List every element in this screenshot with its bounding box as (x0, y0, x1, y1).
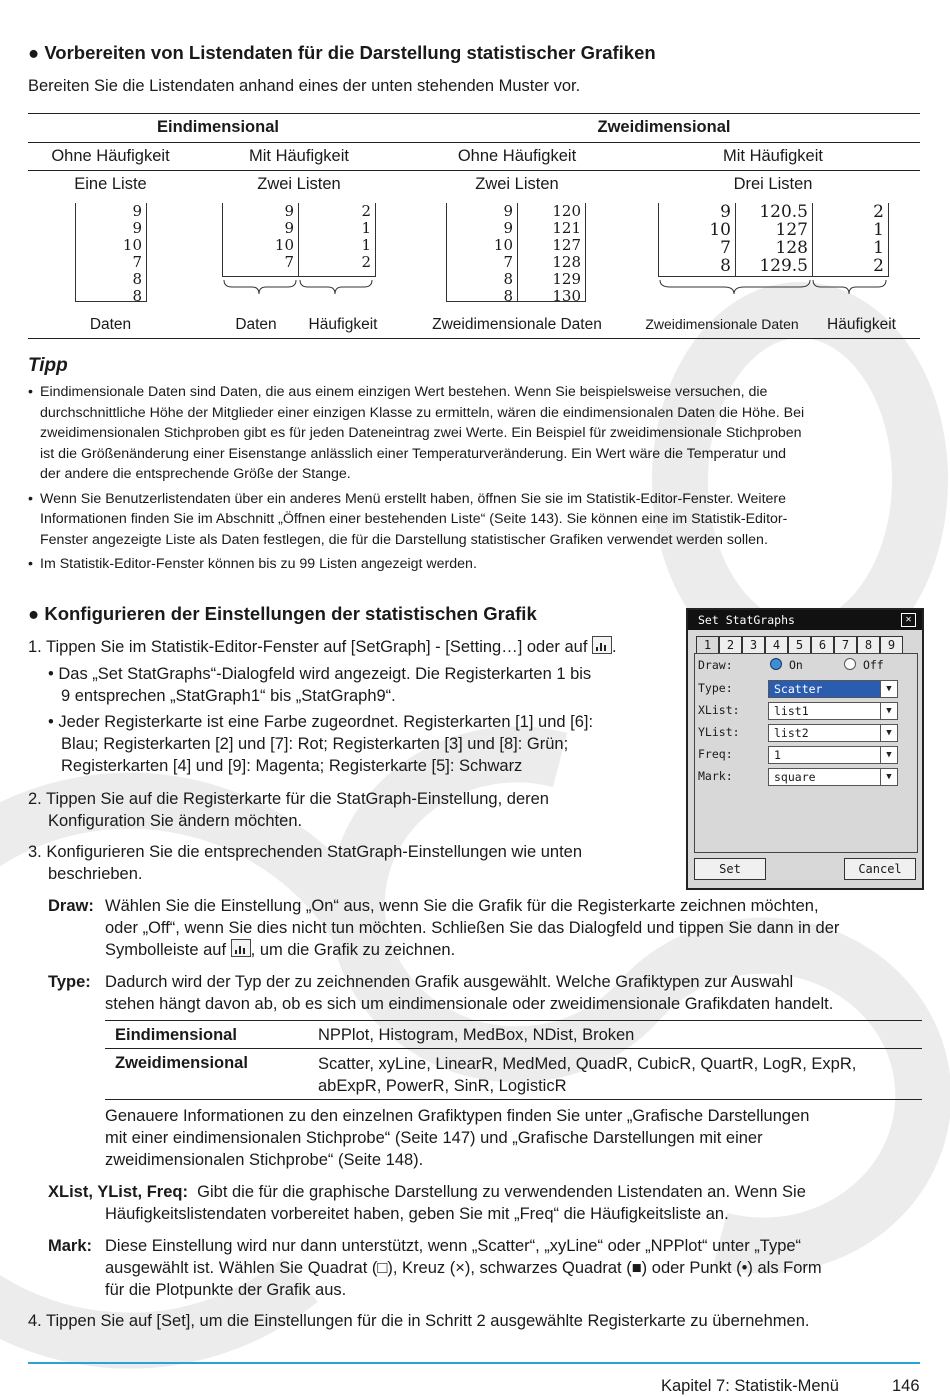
text-line: beschrieben. (48, 865, 143, 883)
table-top-rule (28, 113, 920, 114)
list-cell: 7 (284, 253, 294, 271)
tab-5[interactable]: 5 (788, 636, 811, 655)
mark-description (105, 1235, 925, 1301)
text-line: Genauere Informationen zu den einzelnen Grafiktypen finden Sie unter „Grafische Darstellungen (105, 1107, 810, 1125)
list-cell: 9 (132, 219, 142, 237)
list-cell: 130 (552, 287, 581, 305)
radio-selected-icon (770, 658, 782, 670)
field-label: Mark: (698, 769, 733, 783)
tip-bullet: • Eindimensionale Daten sind Daten, die aus einem einzigen Wert bestehen. Wenn Sie beispielsweise versuchen, die durchschnittliche Höhe der Mitglieder einer einzigen Klasse zu ermitteln, wären die eindimensionalen Daten die Höhe. Bei zweidimensionalen Stichproben gibt es für jeden Dateneintrag zwei Werte. Ein Beispiel für zweidimensionale Stichproben ist die Größenänderung einer Eisenstange anlässlich einer Temperaturveränderung. Ein Wert wäre die Temperatur und der andere die entsprechende Größe der Stange. (28, 382, 928, 485)
brace-decoration (658, 278, 890, 296)
list-cell: 10 (122, 236, 142, 254)
draw-graph-icon[interactable] (231, 939, 251, 957)
text-line: stehen hängt davon ab, ob es sich um eindimensionale oder zweidimensionale Grafikdaten handelt. (105, 995, 834, 1013)
setgraph-icon[interactable] (592, 636, 612, 654)
text-line: • Jeder Registerkarte ist eine Farbe zugeordnet. Registerkarten [1] und [6]: (48, 713, 594, 731)
field-dropdown[interactable] (768, 724, 898, 742)
tab-4[interactable]: 4 (765, 636, 788, 655)
text-line: mit einer eindimensionalen Stichprobe“ (Seite 147) und „Grafische Darstellungen mit einer (105, 1129, 763, 1147)
list-cell: 1 (873, 238, 884, 258)
list-cell: 2 (873, 256, 884, 276)
list-count: Eine Liste (74, 175, 147, 193)
table-rule (28, 170, 920, 171)
tip-line: Informationen finden Sie im Abschnitt „Öffnen einer bestehenden Liste“ (Seite 143). Sie können eine im Statistik-Editor- (40, 511, 788, 527)
dropdown-value: 1 (774, 748, 781, 762)
dropdown-value: list1 (774, 704, 809, 718)
tip-list (28, 382, 928, 579)
tab-1[interactable]: 1 (696, 636, 719, 654)
dropdown-value: list2 (774, 726, 809, 740)
set-button[interactable]: Set (694, 858, 766, 880)
type-value-2d: Scatter, xyLine, LinearR, MedMed, QuadR, CubicR, QuartR, LogR, ExpR, abExpR, PowerR, SinR, LogisticR (318, 1055, 857, 1095)
list-cell: 120.5 (759, 202, 808, 222)
tab-7[interactable]: 7 (834, 636, 857, 655)
draw-field-label: Draw: (698, 658, 733, 672)
tab-3[interactable]: 3 (742, 636, 765, 655)
type-key-2d: Zweidimensional (115, 1054, 248, 1072)
footer-rule (28, 1362, 920, 1364)
tip-bullet: • Wenn Sie Benutzerlistendaten über ein anderes Menü erstellt haben, öffnen Sie sie im Statistik-Editor-Fenster. Weitere Informationen finden Sie im Abschnitt „Öffnen einer bestehenden Liste“ (Seite 143). Sie können eine im Statistik-Editor- Fenster angezeigte Liste als Daten festlegen, die für die Darstellung statistischer Grafiken verwendet werden sollen. (28, 489, 928, 551)
caption: Häufigkeit (308, 316, 378, 333)
type-value-1d: NPPlot, Histogram, MedBox, NDist, Broken (318, 1026, 635, 1044)
list-cell: 8 (132, 270, 142, 288)
list-cell: 129 (552, 270, 581, 288)
tab-6[interactable]: 6 (811, 636, 834, 655)
list-cell: 128 (552, 253, 581, 271)
dialog-title: Set StatGraphs (698, 613, 795, 627)
list-cell: 9 (132, 202, 142, 220)
text-line: Dadurch wird der Typ der zu zeichnenden Grafik ausgewählt. Welche Grafiktypen zur Auswahl (105, 973, 794, 991)
table-bottom-rule (28, 338, 920, 339)
step-3 (28, 841, 668, 885)
tip-line: ist die Größenänderung einer Eisenstange anlässlich einer Temperaturveränderung. Ein Wert wäre die Temperatur und (40, 445, 787, 462)
step-1: 1. Tippen Sie im Statistik-Editor-Fenster auf [SetGraph] - [Setting…] oder auf . (28, 638, 617, 656)
tab-2[interactable]: 2 (719, 636, 742, 655)
step-1-sub-2 (48, 711, 668, 777)
list-cell: 9 (284, 219, 294, 237)
subheader: Ohne Häufigkeit (51, 147, 170, 165)
caption: Häufigkeit (827, 316, 896, 333)
list-cell: 1 (873, 220, 884, 240)
list-count: Drei Listen (733, 175, 813, 193)
type-more-info (105, 1105, 925, 1171)
caption: Daten (235, 316, 277, 333)
tip-line: Wenn Sie Benutzerlistendaten über ein anderes Menü erstellt haben, öffnen Sie sie im Statistik-Editor-Fenster. Weitere (40, 490, 787, 507)
table-rule (28, 142, 920, 143)
list-cell: 8 (132, 287, 142, 305)
brace-decoration (222, 278, 376, 296)
list-cell: 120 (552, 202, 581, 220)
type-key-1d: Eindimensional (115, 1026, 237, 1044)
text-line: 3. Konfigurieren Sie die entsprechenden StatGraph-Einstellungen wie unten (28, 843, 583, 861)
field-dropdown[interactable] (768, 680, 898, 698)
text-line: • Das „Set StatGraphs“-Dialogfeld wird angezeigt. Die Registerkarten 1 bis (48, 665, 592, 683)
list-cell: 127 (552, 236, 581, 254)
tip-line: Fenster angezeigte Liste als Daten festlegen, die für die Darstellung statistischer Grafiken verwendet werden sollen. (40, 531, 768, 548)
tab-9[interactable]: 9 (880, 636, 903, 655)
list-cell: 9 (284, 202, 294, 220)
list-cell: 121 (552, 219, 581, 237)
mark-label: Mark: (48, 1237, 93, 1255)
text-line: 2. Tippen Sie auf die Registerkarte für die StatGraph-Einstellung, deren (28, 790, 549, 808)
page-number: 146 (892, 1377, 920, 1395)
tip-line: durchschnittliche Höhe der Mitglieder einer einzigen Klasse zu ermitteln, wären die eindimensionalen Daten die Höhe. Bei (40, 404, 805, 421)
tip-line: Im Statistik-Editor-Fenster können bis zu 99 Listen angezeigt werden. (40, 556, 477, 572)
list-cell: 1 (361, 236, 371, 254)
field-dropdown[interactable] (768, 702, 898, 720)
list-cell: 9 (503, 219, 513, 237)
step-4: 4. Tippen Sie auf [Set], um die Einstellungen für die in Schritt 2 ausgewählte Registerkarte zu übernehmen. (28, 1312, 810, 1330)
list-cell: 10 (274, 236, 294, 254)
list-cell: 7 (503, 253, 513, 271)
section-heading-prepare-lists: ● Vorbereiten von Listendaten für die Darstellung statistischer Grafiken (28, 42, 656, 63)
text-line: Konfiguration Sie ändern möchten. (48, 812, 303, 830)
draw-off-radio[interactable] (844, 658, 884, 672)
type-description (105, 971, 925, 1015)
text-line: Blau; Registerkarten [2] und [7]: Rot; Registerkarten [3] und [8]: Grün; (61, 735, 569, 753)
footer-chapter: Kapitel 7: Statistik-Menü (661, 1377, 839, 1395)
field-dropdown[interactable] (768, 746, 898, 764)
group-header-2d: Zweidimensional (597, 118, 731, 136)
one-list-box (75, 202, 147, 305)
section-heading-configure: ● Konfigurieren der Einstellungen der statistischen Grafik (28, 603, 537, 624)
radio-empty-icon (844, 658, 856, 670)
chevron-down-icon[interactable]: ▼ (880, 769, 897, 785)
close-icon[interactable]: ✕ (901, 613, 916, 627)
caption: Zweidimensionale Daten (432, 316, 602, 333)
text-line: 9 entsprechen „StatGraph1“ bis „StatGraph9“. (61, 687, 396, 705)
field-dropdown[interactable] (768, 768, 898, 786)
field-label: XList: (698, 703, 740, 717)
list-cell: 9 (503, 202, 513, 220)
list-cell: 10 (709, 220, 731, 240)
dropdown-value: Scatter (774, 682, 823, 696)
text-line: zweidimensionalen Stichprobe“ (Seite 148). (105, 1151, 424, 1169)
draw-label: Draw: (48, 897, 94, 915)
dialog-titlebar (688, 610, 922, 630)
set-statgraphs-dialog (686, 608, 924, 890)
tab-8[interactable]: 8 (857, 636, 880, 655)
list-cell: 8 (720, 256, 731, 276)
step-1-sub-1 (48, 663, 668, 707)
list-cell: 9 (720, 202, 731, 222)
chevron-down-icon[interactable]: ▼ (880, 703, 897, 719)
group-header-1d: Eindimensional (157, 118, 279, 136)
chevron-down-icon[interactable]: ▼ (880, 725, 897, 741)
draw-on-radio[interactable] (770, 658, 803, 672)
text-line: ausgewählt ist. Wählen Sie Quadrat (□), Kreuz (×), schwarzes Quadrat (■) oder Punkt (•) als Form (105, 1259, 822, 1277)
text-line: für die Plotpunkte der Grafik aus. (105, 1281, 347, 1299)
list-cell: 2 (361, 202, 371, 220)
subheader: Mit Häufigkeit (723, 147, 823, 165)
list-cell: 7 (720, 238, 731, 258)
type-label: Type: (48, 973, 91, 991)
draw-description: Wählen Sie die Einstellung „On“ aus, wenn Sie die Grafik für die Registerkarte zeichnen möchten, oder „Off“, wenn Sie dies nicht tun möchten. Schließen Sie das Dialogfeld und tippen Sie dann in der Symbolleiste auf , um die Grafik zu zeichnen. (105, 895, 925, 961)
two-dim-box (446, 202, 586, 305)
chevron-down-icon[interactable]: ▼ (880, 747, 897, 763)
list-cell: 128 (775, 238, 808, 258)
list-cell: 1 (361, 219, 371, 237)
list-cell: 7 (132, 253, 142, 271)
subheader: Ohne Häufigkeit (457, 147, 577, 165)
dropdown-value: square (774, 770, 816, 784)
type-table-rule (105, 1048, 922, 1049)
three-lists-box (658, 203, 889, 277)
field-label: Type: (698, 681, 733, 695)
type-table-rule (105, 1099, 922, 1100)
list-cell: 8 (503, 287, 513, 305)
list-count: Zwei Listen (257, 175, 341, 193)
caption: Daten (89, 316, 132, 333)
text-line: Registerkarten [4] und [9]: Magenta; Registerkarte [5]: Schwarz (61, 757, 523, 775)
cancel-button[interactable]: Cancel (844, 858, 916, 880)
chevron-down-icon[interactable]: ▼ (880, 681, 897, 697)
field-label: Freq: (698, 747, 733, 761)
section-intro: Bereiten Sie die Listendaten anhand eines der unten stehenden Muster vor. (28, 77, 581, 95)
draw-on-label: On (788, 658, 803, 672)
tip-line: zweidimensionalen Stichproben gibt es für jeden Dateneintrag zwei Werte. Ein Beispiel für zweidimensionale Stichproben (40, 425, 802, 441)
list-count: Zwei Listen (475, 175, 559, 193)
list-cell: 127 (775, 220, 808, 240)
list-cell: 2 (361, 253, 371, 271)
draw-off-label: Off (862, 658, 884, 672)
caption: Zweidimensionale Daten (645, 316, 799, 332)
list-cell: 10 (493, 236, 513, 254)
tip-bullet: • Im Statistik-Editor-Fenster können bis zu 99 Listen angezeigt werden. (28, 554, 928, 575)
list-cell: 129.5 (759, 256, 808, 276)
two-lists-box (222, 203, 376, 277)
tip-line: Eindimensionale Daten sind Daten, die aus einem einzigen Wert bestehen. Wenn Sie beispielsweise versuchen, die (40, 384, 768, 400)
type-table-rule (105, 1020, 922, 1021)
step-2 (28, 788, 668, 832)
tip-title: Tipp (28, 355, 68, 376)
subheader: Mit Häufigkeit (249, 147, 349, 165)
text-line: oder „Off“, wenn Sie dies nicht tun möchten. Schließen Sie das Dialogfeld und tippen Sie dann in der (105, 919, 840, 937)
field-label: YList: (698, 725, 740, 739)
xlist-description: XList, YList, Freq: Gibt die für die graphische Darstellung zu verwendenden Listendaten an. Wenn Sie Häufigkeitslistendaten vorbereitet haben, geben Sie mit „Freq“ die Häufigkeitsliste an. (48, 1183, 806, 1223)
list-cell: 8 (503, 270, 513, 288)
text-line: Wählen Sie die Einstellung „On“ aus, wenn Sie die Grafik für die Registerkarte zeichnen möchten, (105, 897, 819, 915)
text-line: Diese Einstellung wird nur dann unterstützt, wenn „Scatter“, „xyLine“ oder „NPPlot“ unter „Type“ (105, 1237, 802, 1255)
tip-line: der andere die entsprechende Größe der Stange. (40, 466, 351, 482)
list-cell: 2 (873, 202, 884, 222)
